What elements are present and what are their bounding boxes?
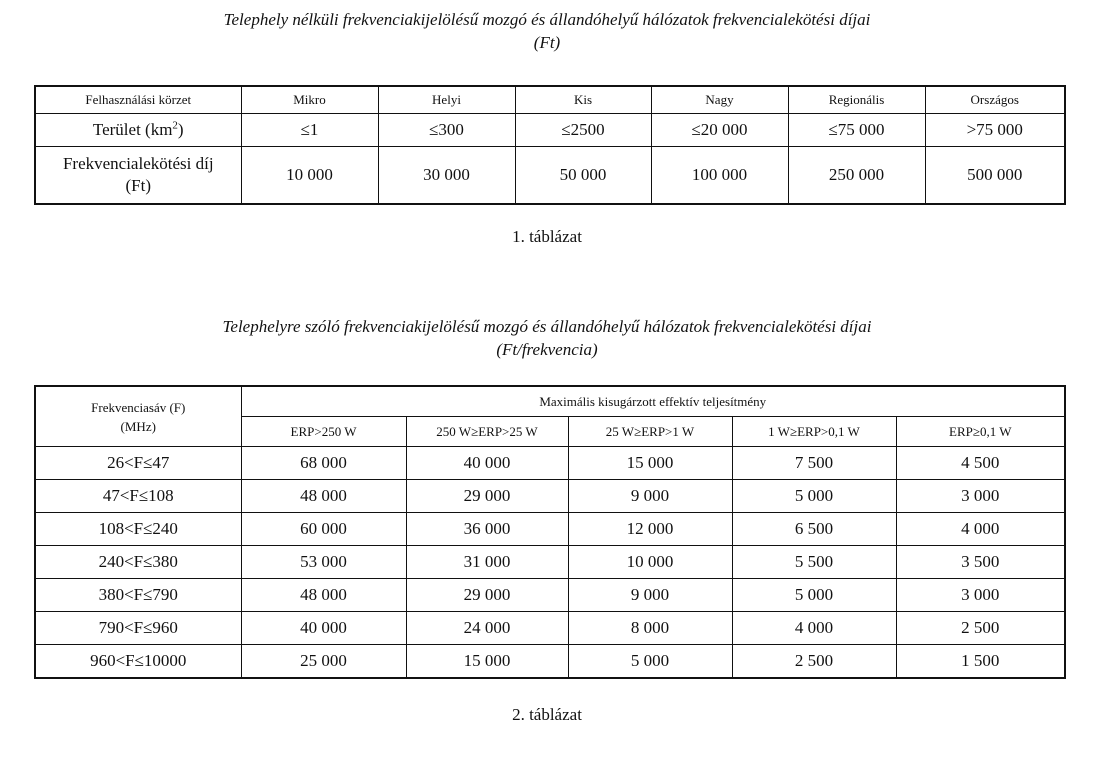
table1-header-label: Felhasználási körzet xyxy=(35,86,241,114)
table-row xyxy=(35,612,1065,645)
table2-body xyxy=(35,447,1065,679)
table-cell: ≤75 000 xyxy=(788,114,925,147)
table-cell: 60 000 xyxy=(241,513,406,546)
table-cell: 15 000 xyxy=(568,447,732,480)
table-cell: 4 500 xyxy=(896,447,1065,480)
table2-col-header: ERP>250 W xyxy=(241,417,406,447)
table-cell: 1 500 xyxy=(896,645,1065,679)
table1-fee-label xyxy=(35,147,241,205)
table-cell: ≤300 xyxy=(378,114,515,147)
table-cell: 500 000 xyxy=(925,147,1065,205)
area-label-text: Terület (km xyxy=(92,120,173,139)
table-cell: 53 000 xyxy=(241,546,406,579)
fee-label-line1: Frekvencialekötési díj xyxy=(62,154,214,173)
frequency-band-cell: 108<F≤240 xyxy=(35,513,241,546)
table2-title-line2: (Ft/frekvencia) xyxy=(496,340,598,359)
table1 xyxy=(34,85,1066,205)
table-cell: ≤2500 xyxy=(515,114,651,147)
table2-group-header-row xyxy=(35,386,1065,417)
table2-band-header xyxy=(35,386,241,447)
table1-area-label xyxy=(35,114,241,147)
table-cell: ≤1 xyxy=(241,114,378,147)
table1-col-header: Nagy xyxy=(651,86,788,114)
table-cell: ≤20 000 xyxy=(651,114,788,147)
band-header-line1: Frekvenciasáv (F) xyxy=(91,399,186,415)
area-label-end: ) xyxy=(177,120,184,139)
frequency-band-cell: 26<F≤47 xyxy=(35,447,241,480)
table-cell: 10 000 xyxy=(241,147,378,205)
table1-col-header: Mikro xyxy=(241,86,378,114)
table-cell: 4 000 xyxy=(732,612,896,645)
table-cell: >75 000 xyxy=(925,114,1065,147)
table-cell: 5 500 xyxy=(732,546,896,579)
table-cell: 5 000 xyxy=(732,480,896,513)
table-cell: 29 000 xyxy=(406,480,568,513)
table2-title-line1: Telephelyre szóló frekvenciakijelölésű mozgó és állandóhelyű hálózatok frekvencialekötési díjai xyxy=(222,317,872,336)
table-cell: 3 500 xyxy=(896,546,1065,579)
table-cell: 9 000 xyxy=(568,579,732,612)
table-row xyxy=(35,480,1065,513)
table1-title xyxy=(0,8,1094,54)
table2-col-header: 25 W≥ERP>1 W xyxy=(568,417,732,447)
table2-col-header: ERP≥0,1 W xyxy=(896,417,1065,447)
fee-label-line2: (Ft) xyxy=(125,176,151,195)
band-header-line2: (MHz) xyxy=(120,418,156,434)
table-cell: 40 000 xyxy=(241,612,406,645)
table1-col-header: Országos xyxy=(925,86,1065,114)
table-cell: 30 000 xyxy=(378,147,515,205)
table2-col-header: 250 W≥ERP>25 W xyxy=(406,417,568,447)
table-cell: 9 000 xyxy=(568,480,732,513)
frequency-band-cell: 960<F≤10000 xyxy=(35,645,241,679)
frequency-band-cell: 790<F≤960 xyxy=(35,612,241,645)
table1-caption: 1. táblázat xyxy=(512,227,582,246)
table-cell: 48 000 xyxy=(241,579,406,612)
table-row xyxy=(35,546,1065,579)
table-cell: 100 000 xyxy=(651,147,788,205)
table-cell: 15 000 xyxy=(406,645,568,679)
table-cell: 3 000 xyxy=(896,579,1065,612)
table-cell: 5 000 xyxy=(732,579,896,612)
table-cell: 29 000 xyxy=(406,579,568,612)
table-cell: 48 000 xyxy=(241,480,406,513)
frequency-band-cell: 240<F≤380 xyxy=(35,546,241,579)
table-cell: 6 500 xyxy=(732,513,896,546)
table1-header-row xyxy=(35,86,1065,114)
area-label-sup: 2 xyxy=(172,119,178,132)
table1-col-header: Regionális xyxy=(788,86,925,114)
table-cell: 7 500 xyxy=(732,447,896,480)
table2 xyxy=(34,385,1066,679)
table-row xyxy=(35,579,1065,612)
table-row xyxy=(35,513,1065,546)
table1-col-header: Kis xyxy=(515,86,651,114)
table-cell: 10 000 xyxy=(568,546,732,579)
table-cell: 50 000 xyxy=(515,147,651,205)
table-cell: 12 000 xyxy=(568,513,732,546)
table-cell: 40 000 xyxy=(406,447,568,480)
table2-caption: 2. táblázat xyxy=(512,705,582,724)
table-cell: 4 000 xyxy=(896,513,1065,546)
table-cell: 31 000 xyxy=(406,546,568,579)
table1-title-line2: (Ft) xyxy=(533,33,561,52)
table-cell: 2 500 xyxy=(896,612,1065,645)
table-cell: 8 000 xyxy=(568,612,732,645)
frequency-band-cell: 380<F≤790 xyxy=(35,579,241,612)
table-cell: 36 000 xyxy=(406,513,568,546)
table1-area-row xyxy=(35,114,1065,147)
table-row xyxy=(35,645,1065,679)
table2-col-header: 1 W≥ERP>0,1 W xyxy=(732,417,896,447)
table-row xyxy=(35,447,1065,480)
table2-title xyxy=(0,315,1094,361)
table-cell: 24 000 xyxy=(406,612,568,645)
table-cell: 25 000 xyxy=(241,645,406,679)
table-cell: 2 500 xyxy=(732,645,896,679)
table-cell: 68 000 xyxy=(241,447,406,480)
table-cell: 3 000 xyxy=(896,480,1065,513)
table-cell: 5 000 xyxy=(568,645,732,679)
table-cell: 250 000 xyxy=(788,147,925,205)
table1-col-header: Helyi xyxy=(378,86,515,114)
table2-group-header: Maximális kisugárzott effektív teljesítmény xyxy=(241,386,1065,417)
table1-fee-row xyxy=(35,147,1065,205)
frequency-band-cell: 47<F≤108 xyxy=(35,480,241,513)
table1-title-line1: Telephely nélküli frekvenciakijelölésű mozgó és állandóhelyű hálózatok frekvencialekötési díjai xyxy=(223,10,871,29)
